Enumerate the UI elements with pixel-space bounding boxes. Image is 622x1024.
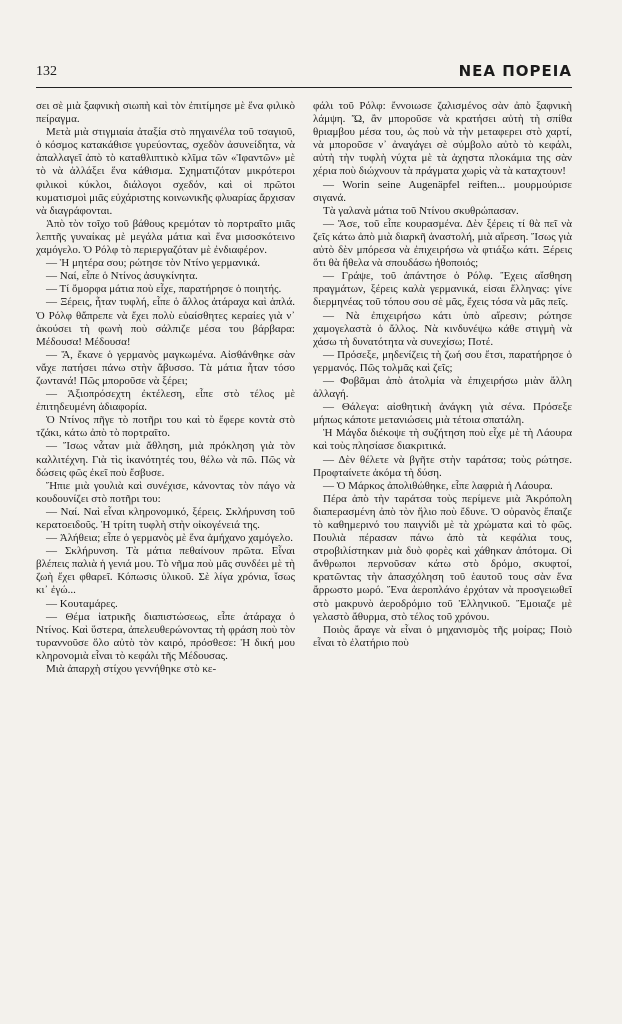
paragraph: — Θέμα ἰατρικῆς διαπιστώσεως, εἶπε ἀτάραχα ὁ Ντίνος. Καὶ ὕστερα, ἀπελευθερώνοντας τὴ φράση ποὺ τὸν τυραννοῦσε ὅλο αὐτὸ τὸν καιρό, πρόσθεσε: Ἡ δική μου κληρονομιὰ εἶναι τὸ κεφάλι τῆς Μέδουσας. bbox=[36, 610, 295, 662]
paragraph: Μιὰ ἀπαρχὴ στίχου γεννήθηκε στὸ κε- bbox=[46, 663, 217, 676]
paragraph: — Ὁ Μάρκος ἀπολιθώθηκε, εἶπε λαφριὰ ἡ Λάουρα. bbox=[323, 479, 553, 492]
page-number: 132 bbox=[36, 64, 57, 79]
paragraph: — Ναί, εἶπε ὁ Ντίνος ἀσυγκίνητα. bbox=[46, 270, 198, 283]
paragraph: — Πρόσεξε, μηδενίζεις τὴ ζωή σου ἔτσι, παρατήρησε ὁ γερμανός. Πῶς τολμᾶς καὶ ζεῖς; bbox=[313, 348, 572, 374]
paragraph: Πέρα ἀπὸ τὴν ταράτσα τοὺς περίμενε μιὰ Ἀκρόπολη διαπερασμένη ἀπὸ τὸν ἥλιο ποὺ ἔδυνε. Ὁ οὐρανὸς ἔπαιζε τὸ καθημερινό του παιγνίδι μὲ τὰ χρώματα καὶ τὸ φῶς. Πουλιὰ πέρασαν πάνω ἀπὸ τὰ κεφάλια τους, στροβιλίστηκαν μιὰ δυὸ φορὲς καὶ χάθηκαν ἀπότομα. Οἱ ἄνθρωποι περνοῦσαν κάτω στὸ δρόμο, σκυφτοί, κρατῶντας τὴν ἀπασχόληση τοῦ ἑαυτοῦ τους σὰν ἕνα ἄρρωστο μωρό. Ἕνα ἀεροπλάνο ἐρχόταν νὰ προσγειωθεῖ στὸ μακρυνὸ ἀεροδρόμιο τοῦ Ἑλληνικοῦ. Ἔμοιαζε μὲ γελαστὸ ἄθυρμα, στὸ τέλος τοῦ χρόνου. bbox=[313, 492, 572, 623]
paragraph: Ἀπὸ τὸν τοῖχο τοῦ βάθους κρεμόταν τὸ πορτραῖτο μιᾶς λεπτῆς γυναίκας μὲ μεγάλα μάτια καὶ ἕνα μισοσκότεινο χαμόγελο. Ὁ Ρόλφ τὸ περιεργαζόταν μὲ ἐνδιαφέρον. bbox=[36, 217, 295, 257]
text-column-right bbox=[313, 100, 572, 990]
text-column-left bbox=[36, 100, 295, 990]
paragraph: — Ἄσε, τοῦ εἶπε κουρασμένα. Δὲν ξέρεις τί θὰ πεῖ νὰ ζεῖς κάτω ἀπὸ μιὰ διαρκῆ ἀναστολή, μιὰ αἵρεση. Ἴσως γιὰ αὐτὸ δὲν μπόρεσα νὰ ἐπιχειρήσω νὰ φτιάξω κάτι. Ξέρεις ὅτι θὰ ἤθελα νὰ σπουδάσω ἠθοποιός; bbox=[313, 217, 572, 270]
paragraph: — Ἀξιοπρόσεχτη ἐκτέλεση, εἶπε στὸ τέλος μὲ ἐπιτηδευμένη ἀδιαφορία. bbox=[36, 388, 295, 414]
paragraph: — Θάλεγα: αἰσθητικὴ ἀνάγκη γιὰ σένα. Πρόσεξε μήπως κάποτε μετανιώσεις μιὰ τέτοια σπατάλη. bbox=[313, 401, 572, 427]
paragraph: — Ἅ, ἔκανε ὁ γερμανὸς μαγκωμένα. Αἰσθάνθηκε σὰν νἄχε πατήσει πάνω στὴν ἄβυσσο. Τὰ μάτια ἦταν τόσο ζωντανά! Πῶς μποροῦσε νὰ ξέρει; bbox=[36, 348, 295, 387]
running-header bbox=[36, 62, 572, 82]
paragraph: Ἡ Μάγδα διέκοψε τὴ συζήτηση ποὺ εἶχε μὲ τὴ Λάουρα καὶ τοὺς πλησίασε διακριτικά. bbox=[313, 427, 572, 453]
paragraph: Ὁ Ντίνος πῆγε τὸ ποτῆρι του καὶ τὸ ἔφερε κοντὰ στὸ τζάκι, κάτω ἀπὸ τὸ πορτραῖτο. bbox=[36, 414, 295, 440]
paragraph: σει σὲ μιὰ ξαφνικὴ σιωπὴ καὶ τὸν ἐπιτίμησε μὲ ἕνα φιλικὸ πείραγμα. bbox=[36, 100, 295, 126]
paragraph: — Ξέρεις, ἦταν τυφλή, εἶπε ὁ ἄλλος ἀτάραχα καὶ ἁπλά. Ὁ Ρόλφ θἄπρεπε νὰ ἔχει πολὺ εὐαίσθητες κεραίες γιὰ ν᾿ ἀκούσει τὴ φωνὴ ποὺ σάλπιζε μέσα του βάρβαρα: Μέδουσα! Μέδουσα! bbox=[36, 296, 295, 348]
paragraph: — Φοβᾶμαι ἀπὸ ἀτολμία νὰ ἐπιχειρήσω μιὰν ἄλλη ἀλλαγή. bbox=[313, 374, 572, 401]
journal-title: ΝΕΑ ΠΟΡΕΙΑ bbox=[458, 62, 572, 80]
paragraph: — Δὲν θέλετε νὰ βγῆτε στὴν ταράτσα; τοὺς ρώτησε. Προφταίνετε ἀκόμα τὴ δύση. bbox=[313, 453, 572, 479]
paragraph: Ποιὸς ἄραγε νὰ εἶναι ὁ μηχανισμὸς τῆς μοίρας; Ποιὸ εἶναι τὸ ἐλατήριο ποὺ bbox=[313, 623, 572, 649]
paragraph: — Ἀλήθεια; εἶπε ὁ γερμανὸς μὲ ἕνα ἀμήχανο χαμόγελο. bbox=[46, 532, 293, 545]
paragraph: — Ἡ μητέρα σου; ρώτησε τὸν Ντίνο γερμανικά. bbox=[46, 257, 261, 270]
paragraph: Ἤπιε μιὰ γουλιὰ καὶ συνέχισε, κάνοντας τὸν πάγο νὰ κουδουνίζει στὸ ποτῆρι του: bbox=[36, 479, 295, 505]
paragraph: φάλι τοῦ Ρόλφ: ἔννοιωσε ζαλισμένος σὰν ἀπὸ ξαφνικὴ λάμψη. Ὤ, ἂν μποροῦσε νὰ κρατήσει αὐτὴ τὴ σπίθα θριαμβου μέσα του, ὡς ποὺ νὰ τὴν μεταφερει στὸ χαρτί, νὰ μποροῦσε ν᾿ ἀναγάγει σὲ σύμβολο αὐτὸ τὸ κεφάλι, αὐτὴ τὴν τυφλὴ νύχτα μὲ τὰ ἀχηστα πλοκάμια της σὰν χέρια ποὺ διώχνουν τὰ πράγματα χωρὶς νὰ τὰ καταχτουν! bbox=[313, 100, 572, 178]
paragraph: — Τί ὄμορφα μάτια ποὺ εἶχε, παρατήρησε ὁ ποιητής. bbox=[46, 283, 282, 296]
paragraph: — Σκλήρυνση. Τὰ μάτια πεθαίνουν πρῶτα. Εἶναι βλέπεις παλιὰ ἡ γενιά μου. Τὸ νῆμα ποὺ μᾶς συνδέει μὲ τὴ ζωὴ ἔχει φθαρεῖ. Κόπωσις ὑλικοῦ. Σὲ λίγα χρόνια, ἴσως κι᾿ ἐγώ... bbox=[36, 545, 295, 597]
paragraph: — Γράψε, τοῦ ἀπάντησε ὁ Ρόλφ. Ἔχεις αἴσθηση πραγμάτων, ξέρεις καλὰ γερμανικά, εἰσαι ἕλληνας: γίνε διερμηνέας τοῦ τόπου σου σὲ μᾶς, ἔχεις τόσα νὰ μᾶς πεῖς. bbox=[313, 270, 572, 309]
paragraph: — Νὰ ἐπιχειρήσω κάτι ὑπὸ αἵρεσιν; ρώτησε χαμογελαστὰ ὁ ἄλλος. Νὰ κινδυνέψω κάθε στιγμὴ νὰ χάσω τὴ δυνατότητα νὰ συνεχίσω; Ποτέ. bbox=[313, 309, 572, 348]
paragraph: Μετὰ μιὰ στιγμιαία ἀταξία στὸ πηγαινέλα τοῦ τσαγιοῦ, ὁ κόσμος κατακάθισε γυρεύοντας, σχεδὸν ἀσυνείδητα, νὰ ἀπαλλαγεῖ ἀπὸ τὸ καταθλιπτικὸ κλῖμα τῶν «Ἱφαντῶν» μὲ τὸ νὰ ἀλλάξει ἕνα κάθισμα. Σχηματιζόταν μικρότεροι φιλικοὶ κύκλοι, διάλογοι σχεδόν, καὶ οἱ πρῶτοι κυματισμοὶ μιᾶς εὐχάριστης κοινωνικῆς φλυαρίας ἄρχισαν νὰ διαγράφονται. bbox=[36, 126, 295, 217]
header-rule bbox=[36, 87, 572, 88]
paragraph: — Worin seine Augenäpfel reiften... μουρμούρισε σιγανά. bbox=[313, 178, 572, 204]
paragraph: — Ναί. Ναὶ εἶναι κληρονομικό, ξέρεις. Σκλήρυνση τοῦ κερατοειδοῦς. Ἡ τρίτη τυφλὴ στὴν οἰκογένειά της. bbox=[36, 505, 295, 531]
paragraph: — Κουταμάρες. bbox=[46, 597, 118, 610]
paragraph: — Ἴσως νἆταν μιὰ ἄθληση, μιὰ πρόκληση γιὰ τὸν καλλιτέχνη. Γιὰ τὶς ἱκανότητές του, θέλω νὰ πῶ. Πῶς νὰ δώσεις φῶς ἐκεῖ ποὺ ἔσβυσε. bbox=[36, 440, 295, 479]
paragraph: Τὰ γαλανὰ μάτια τοῦ Ντίνου σκυθρώπασαν. bbox=[323, 204, 519, 217]
